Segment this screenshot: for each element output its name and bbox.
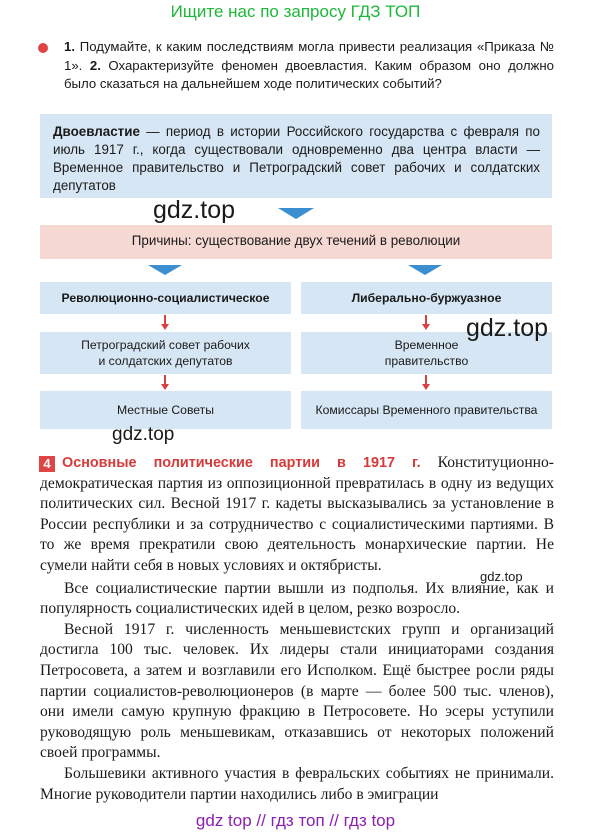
top-banner: Ищите нас по запросу ГДЗ ТОП	[170, 2, 421, 21]
paragraph-1: Конституционно-демократическая партия из оппозиционной превратилась в одну из ведущих политических сил. Весной 1917 г. кадеты высказывались за установление в России республики и за сотрудничество с социалистическими партиями. В то же время прекратили свою деятельность монархические партии. Не сумели найти себя в новых условиях и октябристы.	[40, 454, 554, 574]
down-arrow-icon	[422, 384, 430, 390]
definition-text	[53, 123, 540, 195]
petrograd-soviet-line1: Петроградский совет рабочих	[81, 338, 250, 352]
question-bullet-icon	[38, 43, 48, 53]
right-column-header: Либерально-буржуазное	[301, 282, 552, 314]
down-arrow-icon	[161, 324, 169, 330]
question-text	[64, 38, 554, 94]
question-number-2: 2.	[82, 57, 101, 73]
watermark: gdz.top	[153, 196, 236, 224]
section-number-badge: 4	[39, 456, 55, 472]
down-arrow-icon	[422, 324, 430, 330]
left-column-header: Революционно-социалистическое	[40, 282, 291, 314]
petrograd-soviet-line2: и солдатских депутатов	[98, 354, 233, 368]
down-triangle-right-icon	[408, 265, 442, 275]
watermark: gdz.top	[466, 314, 549, 342]
provisional-government-line2: правительство	[384, 354, 469, 368]
commissars-box: Комиссары Временного правительства	[301, 391, 552, 429]
down-triangle-left-icon	[148, 265, 182, 275]
question-2: Охарактеризуйте феномен двоевластия. Каким образом оно должно было сказаться на дальнейшем ходе политических событий?	[64, 57, 554, 91]
section-title: Основные политические партии в 1917 г.	[62, 455, 421, 471]
paragraph-2: Все социалистические партии вышли из подполья. Их влияние, как и популярность социалистических идей в целом, резко возросло.	[40, 579, 554, 618]
footer-watermark: gdz top // гдз топ // гдз top	[195, 811, 396, 830]
definition-term: Двоевластие	[53, 124, 140, 139]
paragraph-3: Весной 1917 г. численность меньшевистских групп и организаций достигла 100 тыс. человек. Их лидеры стали инициаторами создания Петросовета, а затем и возглавили его Исполком. Ещё быстрее росли ряды партии социалистов-революционеров (в марте — более 500 тыс. членов), они имели самую крупную фракцию в Петросовете. Но эсеры уступили руководящую роль меньшевикам, отказавшись от некоторых положений своей программы.	[40, 620, 554, 762]
provisional-government-line1: Временное	[394, 338, 459, 352]
definition-body: — период в истории Российского государства с февраля по июль 1917 г., когда существовали одновременно два центра власти — Временное правительство и Петроградский совет рабочих и солдатских депутатов	[53, 124, 540, 193]
petrograd-soviet-box	[40, 332, 291, 374]
question-number-1: 1.	[64, 39, 75, 54]
watermark: gdz.top	[480, 569, 523, 584]
question-1: Подумайте, к каким последствиям могла привести реализация «Приказа № 1».	[64, 39, 554, 73]
down-arrow-icon	[161, 384, 169, 390]
down-triangle-icon	[278, 208, 314, 219]
section-body	[40, 453, 554, 805]
paragraph-4: Большевики активного участия в февральских событиях не принимали. Многие руководители партии находились либо в эмиграции	[40, 764, 554, 803]
local-soviets-box: Местные Советы	[40, 391, 291, 429]
watermark: gdz.top	[112, 424, 175, 445]
causes-text: Причины: существование двух течений в революции	[131, 233, 461, 248]
